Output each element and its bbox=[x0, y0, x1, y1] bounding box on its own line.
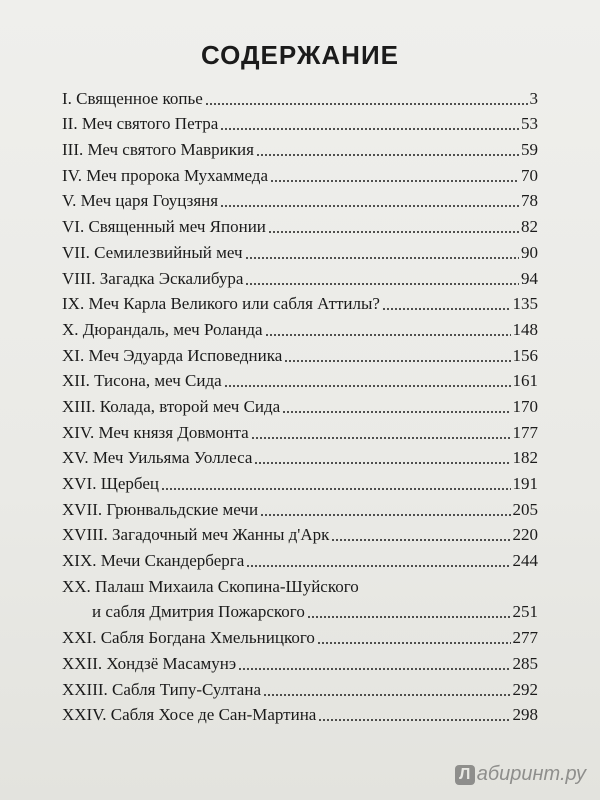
dot-leader bbox=[254, 462, 510, 464]
toc-entry-page: 82 bbox=[521, 217, 538, 237]
toc-entry-label: I. Священное копье bbox=[62, 88, 203, 108]
toc-entry-page: 161 bbox=[512, 371, 538, 391]
toc-entry-label: XXI. Сабля Богдана Хмельницкого bbox=[62, 628, 315, 648]
toc-entry-page: 191 bbox=[512, 474, 538, 493]
toc-entry bbox=[62, 160, 538, 186]
dot-leader bbox=[263, 694, 511, 696]
toc-entry-page: 292 bbox=[512, 679, 538, 699]
dot-leader bbox=[284, 360, 510, 362]
toc-entry-label: XXIV. Сабля Хосе де Сан-Мартина bbox=[62, 705, 317, 725]
dot-leader bbox=[260, 514, 510, 516]
dot-leader bbox=[268, 231, 519, 233]
dot-leader bbox=[307, 616, 511, 618]
toc-entry bbox=[62, 443, 538, 469]
toc-entry bbox=[62, 186, 538, 212]
toc-entry-label: XXII. Хондзё Масамунэ bbox=[62, 653, 237, 673]
toc-entry bbox=[62, 417, 538, 443]
toc-entry-label: XIV. Меч князя Довмонта bbox=[62, 422, 249, 442]
toc-entry-page: 170 bbox=[512, 396, 538, 416]
dot-leader bbox=[245, 283, 519, 285]
toc-entry-page: 78 bbox=[521, 191, 538, 211]
toc-entry bbox=[62, 263, 538, 289]
dot-leader bbox=[265, 334, 511, 336]
dot-leader bbox=[382, 308, 511, 310]
toc-entry bbox=[62, 700, 538, 726]
dot-leader bbox=[270, 180, 519, 182]
toc-entry bbox=[62, 622, 538, 648]
toc-entry-label: XX. Палаш Михаила Скопина-Шуйского bbox=[62, 576, 359, 596]
toc-entry bbox=[62, 468, 538, 494]
toc-entry-page: 220 bbox=[512, 525, 538, 545]
toc-entry-page: 182 bbox=[512, 448, 538, 468]
toc-entry-label: VI. Священный меч Японии bbox=[62, 217, 266, 237]
dot-leader bbox=[245, 257, 519, 259]
toc-entry bbox=[62, 545, 538, 571]
dot-leader bbox=[282, 411, 510, 413]
dot-leader bbox=[161, 488, 511, 490]
dot-leader bbox=[331, 539, 510, 541]
toc-entry bbox=[62, 571, 538, 597]
toc-entry-label: X. Дюрандаль, меч Роланда bbox=[62, 319, 263, 339]
toc-entry bbox=[62, 520, 538, 546]
dot-leader bbox=[317, 642, 511, 644]
labirint-logo-icon: Л bbox=[455, 765, 475, 785]
toc-entry-page: 244 bbox=[512, 551, 538, 571]
toc-entry bbox=[62, 366, 538, 392]
toc-entry-page: 277 bbox=[512, 628, 538, 648]
toc-entry-page: 90 bbox=[521, 242, 538, 262]
toc-entry-page: 135 bbox=[512, 294, 538, 314]
toc-entry bbox=[62, 648, 538, 674]
toc-entry-page: 298 bbox=[512, 705, 538, 725]
toc-entry-page: 53 bbox=[521, 114, 538, 134]
toc-entry-page: 70 bbox=[521, 165, 538, 185]
toc-entry-label: XXIII. Сабля Типу-Султана bbox=[62, 679, 261, 699]
toc-entry-label: XII. Тисона, меч Сида bbox=[62, 371, 222, 391]
dot-leader bbox=[220, 128, 519, 130]
toc-entry bbox=[62, 674, 538, 700]
toc-entry-label: IX. Меч Карла Великого или сабля Аттилы? bbox=[62, 294, 380, 314]
toc-entry-label: III. Меч святого Маврикия bbox=[62, 140, 254, 160]
toc-entry-page: 285 bbox=[512, 653, 538, 673]
toc-entry bbox=[62, 494, 538, 520]
toc-entry bbox=[62, 340, 538, 366]
dot-leader bbox=[256, 154, 519, 156]
toc-entry bbox=[62, 83, 538, 109]
toc-entry bbox=[62, 134, 538, 160]
dot-leader bbox=[251, 437, 511, 439]
toc-entry bbox=[62, 211, 538, 237]
toc-entry bbox=[62, 109, 538, 135]
toc-entry-continuation bbox=[62, 597, 538, 623]
toc-entry-page: 177 bbox=[512, 422, 538, 442]
watermark-text: абиринт.ру bbox=[476, 763, 586, 785]
toc-entry-page: 205 bbox=[512, 499, 538, 519]
toc-entry-label: XVI. Щербец bbox=[62, 474, 159, 493]
toc-entry bbox=[62, 314, 538, 340]
dot-leader bbox=[224, 385, 511, 387]
toc-entry-page: 94 bbox=[521, 268, 538, 288]
toc-entry-label: IV. Меч пророка Мухаммеда bbox=[62, 165, 269, 185]
toc-entry-label: II. Меч святого Петра bbox=[62, 114, 219, 134]
toc-entry bbox=[62, 237, 538, 263]
labirint-watermark bbox=[455, 763, 586, 786]
dot-leader bbox=[318, 719, 510, 721]
dot-leader bbox=[220, 205, 519, 207]
dot-leader bbox=[238, 668, 510, 670]
toc-entry-label: XIII. Колада, второй меч Сида bbox=[62, 396, 281, 416]
toc-entry-label: XVIII. Загадочный меч Жанны д'Арк bbox=[62, 525, 330, 545]
toc-entry-label: V. Меч царя Гоуцзяня bbox=[62, 191, 219, 211]
toc-entry bbox=[62, 289, 538, 315]
table-of-contents bbox=[62, 83, 538, 725]
toc-entry-label: VII. Семилезвийный меч bbox=[62, 242, 243, 262]
toc-entry-label: и сабля Дмитрия Пожарского bbox=[92, 602, 305, 622]
dot-leader bbox=[246, 565, 510, 567]
toc-entry-page: 251 bbox=[512, 602, 538, 622]
toc-entry-label: XIX. Мечи Скандерберга bbox=[62, 551, 245, 571]
toc-entry-page: 59 bbox=[521, 140, 538, 160]
toc-entry-label: VIII. Загадка Эскалибура bbox=[62, 268, 244, 288]
toc-entry-page: 148 bbox=[512, 319, 538, 339]
page-title: СОДЕРЖАНИЕ bbox=[201, 40, 399, 70]
toc-entry-label: XV. Меч Уильяма Уоллеса bbox=[62, 448, 253, 468]
toc-entry-page: 156 bbox=[512, 345, 538, 365]
toc-entry-label: XVII. Грюнвальдские мечи bbox=[62, 499, 259, 519]
dot-leader bbox=[205, 103, 528, 105]
toc-entry-page: 3 bbox=[529, 88, 538, 108]
toc-entry-label: XI. Меч Эдуарда Исповедника bbox=[62, 345, 283, 365]
toc-entry bbox=[62, 391, 538, 417]
